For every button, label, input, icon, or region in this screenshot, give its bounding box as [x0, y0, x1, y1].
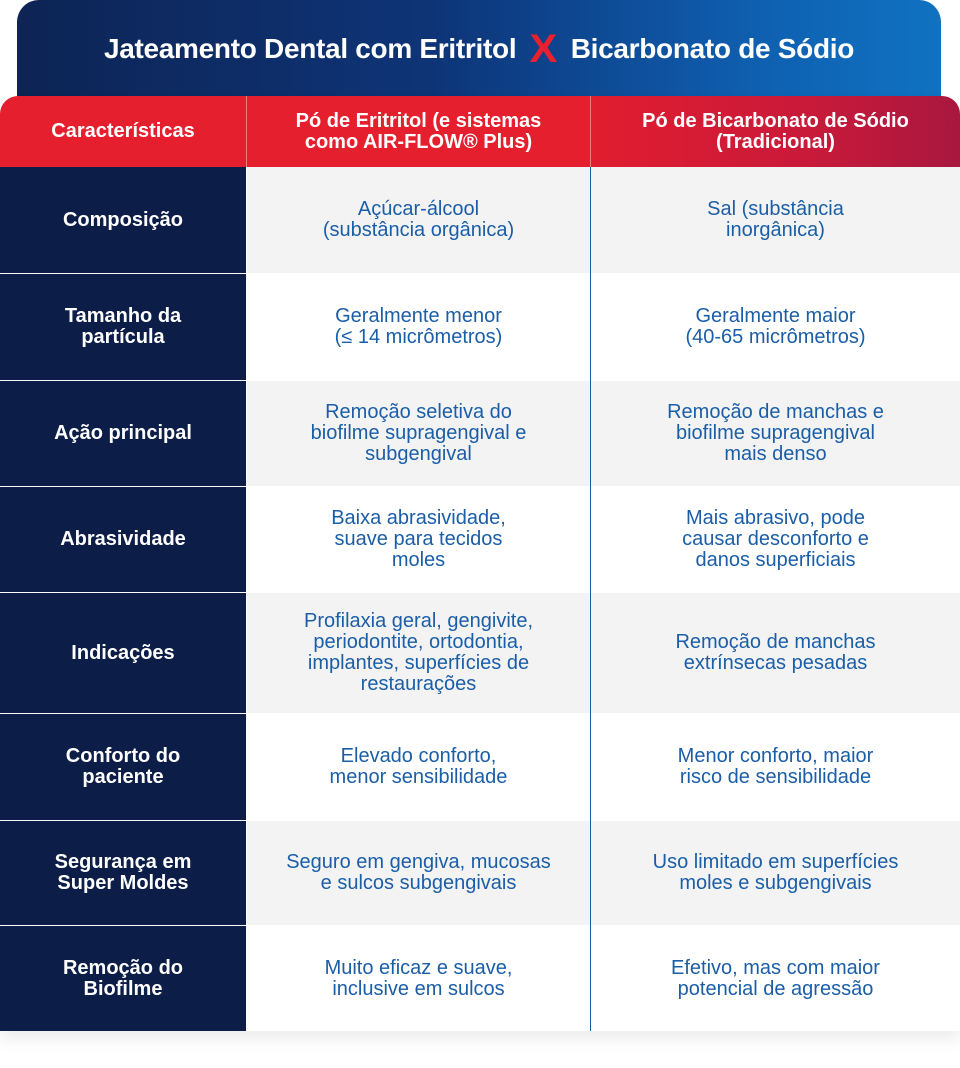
bicarbonato-cell	[591, 167, 960, 273]
bicarbonato-cell-text: Geralmente maior (40-65 micrômetros)	[685, 305, 866, 348]
eritritol-cell	[247, 167, 590, 273]
bicarbonato-cell	[591, 926, 960, 1031]
table-row	[0, 926, 960, 1031]
eritritol-cell-text: Seguro em gengiva, mucosas e sulcos subgengivais	[286, 851, 551, 894]
header-bicarbonato	[591, 96, 960, 167]
eritritol-cell-text: Profilaxia geral, gengivite, periodontite, ortodontia, implantes, superfícies de restaurações	[303, 610, 533, 695]
eritritol-cell	[247, 926, 590, 1031]
header-eritritol-label: Pó de Eritritol (e sistemas como AIR-FLOW® Plus)	[295, 109, 542, 153]
eritritol-cell-text: Açúcar-álcool (substância orgânica)	[322, 198, 515, 241]
table-row	[0, 593, 960, 713]
row-label	[0, 381, 246, 486]
eritritol-cell	[247, 821, 590, 925]
row-label	[0, 274, 246, 380]
comparison-table	[0, 96, 960, 1031]
eritritol-cell	[247, 714, 590, 820]
versus-mark: X	[529, 27, 558, 71]
eritritol-cell-text: Elevado conforto, menor sensibilidade	[329, 745, 508, 788]
bicarbonato-cell	[591, 381, 960, 486]
bicarbonato-cell	[591, 714, 960, 820]
row-label	[0, 926, 246, 1031]
eritritol-cell-text: Muito eficaz e suave, inclusive em sulcos	[324, 956, 513, 1000]
title-right: Bicarbonato de Sódio	[570, 33, 855, 64]
eritritol-cell	[247, 381, 590, 486]
bicarbonato-cell	[591, 821, 960, 925]
bicarbonato-cell-text: Remoção de manchas e biofilme supragengival mais denso	[667, 401, 884, 465]
bicarbonato-cell-text: Remoção de manchas extrínsecas pesadas	[675, 631, 876, 674]
bicarbonato-cell	[591, 593, 960, 713]
bicarbonato-cell	[591, 487, 960, 592]
table-row	[0, 821, 960, 925]
eritritol-cell	[247, 487, 590, 592]
row-label-text: Composição	[62, 208, 184, 231]
row-label-text: Tamanho da partícula	[64, 305, 182, 348]
table-row	[0, 274, 960, 380]
bicarbonato-cell-text: Sal (substância inorgânica)	[707, 198, 844, 241]
row-label-text: Segurança em Super Moldes	[54, 851, 192, 894]
eritritol-cell	[247, 274, 590, 380]
bicarbonato-cell-text: Uso limitado em superfícies moles e subgengivais	[652, 851, 899, 894]
table-row	[0, 714, 960, 820]
table-row	[0, 381, 960, 486]
bicarbonato-cell-text: Efetivo, mas com maior potencial de agressão	[671, 956, 880, 1000]
eritritol-cell-text: Geralmente menor (≤ 14 micrômetros)	[334, 305, 503, 348]
header-characteristics-label: Características	[51, 120, 195, 142]
row-label-text: Abrasividade	[60, 528, 186, 550]
bicarbonato-cell-text: Menor conforto, maior risco de sensibilidade	[677, 745, 874, 788]
header-characteristics	[0, 96, 246, 167]
eritritol-cell	[247, 593, 590, 713]
row-label-text: Conforto do paciente	[65, 745, 181, 788]
row-label	[0, 821, 246, 925]
table-row	[0, 487, 960, 592]
row-label-text: Remoção do Biofilme	[62, 956, 184, 1000]
row-label-text: Indicações	[71, 641, 175, 664]
page-title	[17, 26, 941, 72]
column-divider	[590, 167, 591, 1031]
title-left: Jateamento Dental com Eritritol	[103, 33, 517, 64]
row-label	[0, 714, 246, 820]
row-label	[0, 593, 246, 713]
bicarbonato-cell	[591, 274, 960, 380]
row-label	[0, 167, 246, 273]
header-eritritol	[247, 96, 590, 167]
eritritol-cell-text: Baixa abrasividade, suave para tecidos moles	[331, 507, 506, 571]
table-row	[0, 167, 960, 273]
row-label-text: Ação principal	[54, 422, 192, 444]
eritritol-cell-text: Remoção seletiva do biofilme supragengival e subgengival	[310, 401, 527, 465]
row-label	[0, 487, 246, 592]
header-bicarbonato-label: Pó de Bicarbonato de Sódio (Tradicional)	[642, 109, 909, 153]
bicarbonato-cell-text: Mais abrasivo, pode causar desconforto e danos superficiais	[682, 507, 869, 571]
